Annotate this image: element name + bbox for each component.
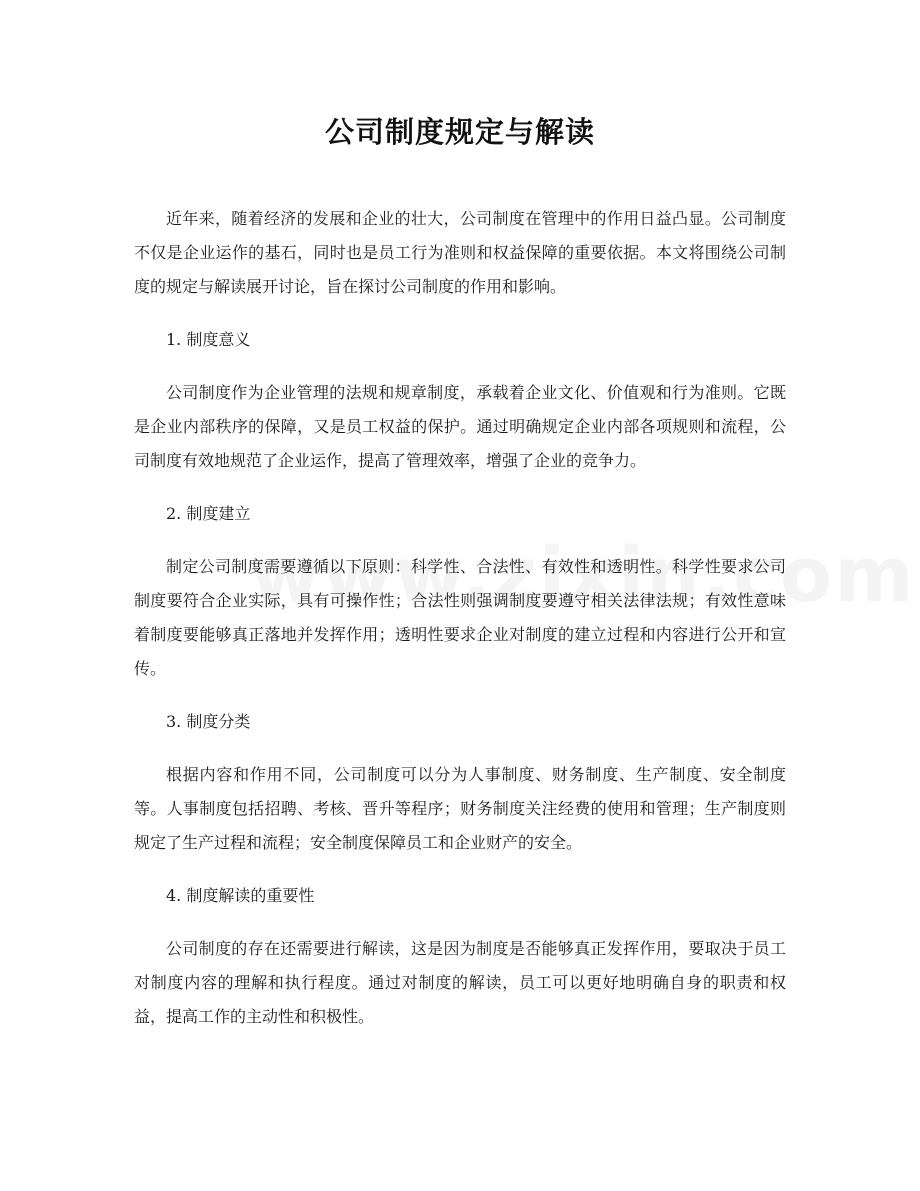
- section-heading-3: 3. 制度分类: [166, 712, 251, 731]
- intro-paragraph: 近年来，随着经济的发展和企业的壮大，公司制度在管理中的作用日益凸显。公司制度不仅是企业运作的基石，同时也是员工行为准则和权益保障的重要依据。本文将围绕公司制度的规定与解读展开讨论，旨在探讨公司制度的作用和影响。: [134, 209, 786, 296]
- section-paragraph-1: 公司制度作为企业管理的法规和规章制度，承载着企业文化、价值观和行为准则。它既是企业内部秩序的保障，又是员工权益的保护。通过明确规定企业内部各项规则和流程，公司制度有效地规范了企业运作，提高了管理效率，增强了企业的竞争力。: [134, 383, 786, 470]
- section-heading-2: 2. 制度建立: [166, 504, 251, 523]
- section-paragraph-4: 公司制度的存在还需要进行解读，这是因为制度是否能够真正发挥作用，要取决于员工对制度内容的理解和执行程度。通过对制度的解读，员工可以更好地明确自身的职责和权益，提高工作的主动性和积极性。: [134, 939, 786, 1026]
- document-title: 公司制度规定与解读: [324, 115, 595, 149]
- section-heading-1: 1. 制度意义: [166, 330, 251, 349]
- section-paragraph-2: 制定公司制度需要遵循以下原则：科学性、合法性、有效性和透明性。科学性要求公司制度要符合企业实际，具有可操作性；合法性则强调制度要遵守相关法律法规；有效性意味着制度要能够真正落地并发挥作用；透明性要求企业对制度的建立过程和内容进行公开和宣传。: [134, 557, 786, 678]
- section-heading-4: 4. 制度解读的重要性: [166, 886, 315, 905]
- section-paragraph-3: 根据内容和作用不同，公司制度可以分为人事制度、财务制度、生产制度、安全制度等。人事制度包括招聘、考核、晋升等程序；财务制度关注经费的使用和管理；生产制度则规定了生产过程和流程；安全制度保障员工和企业财产的安全。: [134, 765, 786, 852]
